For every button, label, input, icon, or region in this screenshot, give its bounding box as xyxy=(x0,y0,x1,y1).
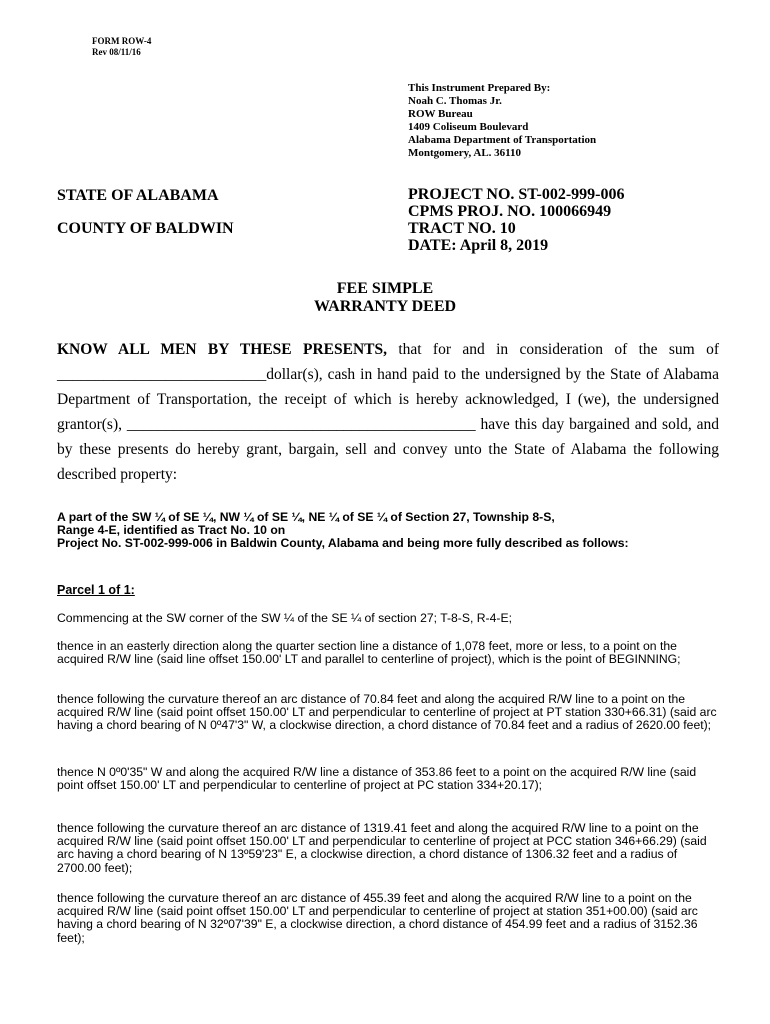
description-line-3: Project No. ST-002-999-006 in Baldwin County, Alabama and being more fully described as follows: xyxy=(57,536,629,551)
form-revision: Rev 08/11/16 xyxy=(92,47,141,57)
preparer-agency: Alabama Department of Transportation xyxy=(408,134,597,146)
description-line-1: A part of the SW ¼ of SE ¼, NW ¼ of SE ¼, NE ¼ of SE ¼ of Section 27, Township 8-S, xyxy=(57,510,555,524)
project-number: PROJECT NO. ST-002-999-006 xyxy=(408,186,625,203)
parcel-paragraph-arc-3: thence following the curvature thereof an arc distance of 455.39 feet and along the acquired R/W line to a point on the acquired R/W line (said point offset 150.00' LT and perpendicular to centerline of project at station 351+00.00) (said arc having a chord bearing of N 32º07'39" E, a clockwise direction, a chord distance of 454.99 feet and a radius of 3152.36 feet); xyxy=(57,891,698,945)
preparer-bureau: ROW Bureau xyxy=(408,108,473,120)
preparer-city: Montgomery, AL. 36110 xyxy=(408,147,522,159)
parcel-heading: Parcel 1 of 1: xyxy=(57,583,135,597)
parcel-paragraph-arc-1: thence following the curvature thereof an arc distance of 70.84 feet and along the acquired R/W line to a point on the acquired R/W line (said point offset 150.00' LT and perpendicular to centerline of project at PT station 330+66.31) (said arc having a chord bearing of N 0º47'3" W, a clockwise direction, a chord distance of 70.84 feet and a radius of 2620.00 feet); xyxy=(57,692,717,733)
description-line-2: Range 4-E, identified as Tract No. 10 on xyxy=(57,523,286,538)
project-info-block xyxy=(408,186,624,254)
parcel-paragraph-tangent: thence N 0º0'35" W and along the acquired R/W line a distance of 353.86 feet to a point on the acquired R/W line (said point offset 150.00' LT and perpendicular to centerline of project at PC station 334+20.17); xyxy=(57,765,697,793)
prepared-by-block xyxy=(408,82,596,160)
preparer-name: Noah C. Thomas Jr. xyxy=(408,95,502,107)
preparer-street: 1409 Coliseum Boulevard xyxy=(408,121,529,133)
parcel-paragraph-commencing: Commencing at the SW corner of the SW ¼ of the SE ¼ of section 27; T-8-S, R-4-E; xyxy=(57,611,512,625)
cpms-project-number: CPMS PROJ. NO. 100066949 xyxy=(408,203,612,220)
parcel-paragraph-beginning: thence in an easterly direction along the quarter section line a distance of 1,078 feet, more or less, to a point on the acquired R/W line (said line offset 150.00' LT and parallel to centerline of project), which is the point of BEGINNING; xyxy=(57,639,681,667)
opening-lead: KNOW ALL MEN BY THESE PRESENTS, xyxy=(57,341,387,358)
county-heading: COUNTY OF BALDWIN xyxy=(57,220,234,237)
form-number: FORM ROW-4 xyxy=(92,36,152,46)
prepared-by-line: This Instrument Prepared By: xyxy=(408,82,551,94)
deed-date: DATE: April 8, 2019 xyxy=(408,237,549,254)
opening-text: that for and in consideration of the sum of ___________________________dollar(s), cash in hand paid to the undersigned by the State of Alabama Department of Transportation, the receipt of which is hereby acknowledged, I (we), the undersigned grantor(s), _____________________________________________ have this day bargained and sold, and by these presents do hereby grant, bargain, sell and convey unto the State of Alabama the following described property: xyxy=(57,341,719,483)
document-title xyxy=(0,280,770,316)
tract-number: TRACT NO. 10 xyxy=(408,220,516,237)
title-line-2: WARRANTY DEED xyxy=(313,298,457,315)
property-description xyxy=(57,511,719,551)
opening-paragraph xyxy=(57,337,719,487)
title-line-1: FEE SIMPLE xyxy=(336,280,434,297)
parcel-paragraph-arc-2: thence following the curvature thereof an arc distance of 1319.41 feet and along the acquired R/W line to a point on the acquired R/W line (said point offset 150.00' LT and perpendicular to centerline of project at PCC station 346+66.29) (said arc having a chord bearing of N 13º59'23" E, a clockwise direction, a chord distance of 1306.32 feet and a radius of 2700.00 feet); xyxy=(57,821,707,875)
state-heading: STATE OF ALABAMA xyxy=(57,187,219,204)
form-identifier xyxy=(92,36,151,58)
